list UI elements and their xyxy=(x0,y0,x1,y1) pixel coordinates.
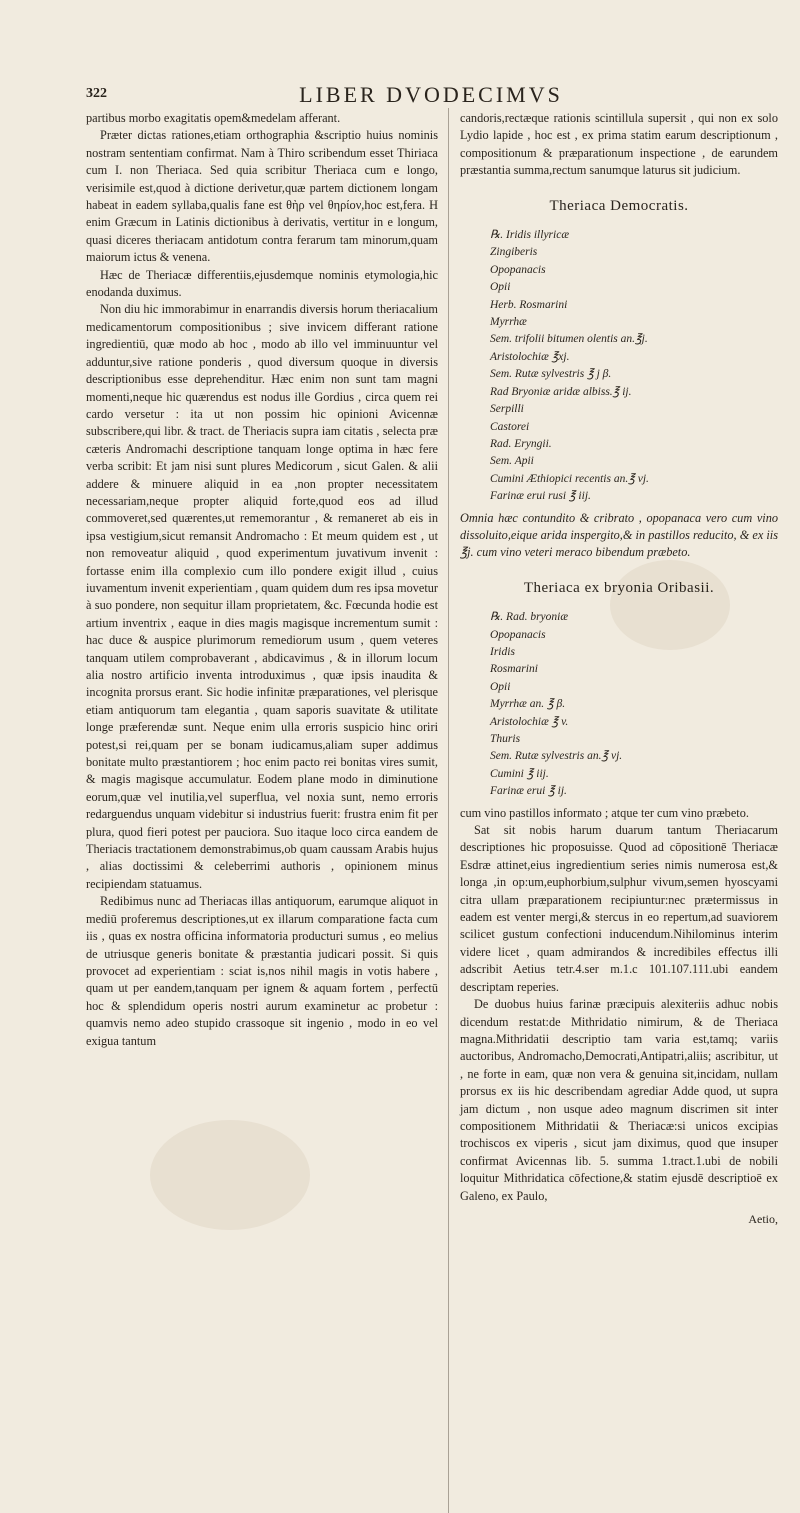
catchword: Aetio, xyxy=(748,1211,778,1226)
ingredient: Herb. Rosmarini xyxy=(490,298,568,311)
paragraph: Præter dictas rationes,etiam orthographia &scriptio huius nominis nostram sententiam confirmat. Nam à Thiro scribendum esset Thiriaca cum I. non Theriaca. Sed quia scribitur Theriaca cum e longo, verisimile est,quod à dictione derivetur,quæ partem dictionem longam habeat in eadem syllaba,qualis fane est θὴρ vel θηρίον,hoc est,fera. H enim Græcum in Latinis dictionibus à derivatis, vertitur in e longum, quasi diceres theriacam antidotum contra ferarum tam minorum,quam maiorum ictus & venena. xyxy=(86,128,438,265)
page-number: 322 xyxy=(86,86,107,101)
page-header xyxy=(86,82,776,108)
running-head: LIBER DVODECIMVS xyxy=(299,82,563,107)
paragraph: De duobus huius farinæ præcipuis alexiteriis adhuc nobis dicendum restat:de Mithridatio nimirum, & de Theriaca magna.Mithridatii descriptio tam varia est,tamq; variis auctoribus, Andromacho,Democrati,Antipatri,aliis; ascribitur, ut , ne forte in eam, quæ non vera & genuina sit,incidam, nullam prorsus ex iis hic describendam agrediar Adde quod, ut supra jam dictum , non usque adeo magnum discrimen sit inter compositionem Mithridatii & Theriacæ:si unicos excipias trochiscos ex viperis , sicut jam diximus, quod que insuper confirmat Avicennas lib. 5. summa 1.tract.1.ubi de nobili loquitur Mithridatica cōfectione,& statim ejusdē descriptioē ex Galeno, ex Paulo, xyxy=(460,997,778,1203)
paragraph: Redibimus nunc ad Theriacas illas antiquorum, earumque aliquot in mediū proferemus descriptiones,ut ex illarum comparatione facta cum iis , quas ex nostra officina informatoria producturi sumus , eo melius de utriusque generis bonitate & præstantia judicari possit. Si quis provocet ad experientiam : sciat is,nos nihil magis in votis habere , quam ut per eandem,tanquam per ignem & aquam fortem , perfectū hoc & splendidum operis nostri aurum examinetur ac probetur : quamvis nemo adeo stupido crassoque sit ingenio , modo in eo vel exigua tantum xyxy=(86,894,438,1048)
ingredient: Opopanacis xyxy=(490,628,546,641)
ingredient: Farinæ erui ℥ ij. xyxy=(490,785,567,798)
ingredient: ℞. Iridis illyricæ xyxy=(490,229,569,242)
ingredient: Iridis xyxy=(490,645,515,658)
paragraph: Sat sit nobis harum duarum tantum Theriacarum descriptiones hic proposuisse. Quod ad cōpositionē Theriacæ Esdræ attinet,eius ingredientium series nimis numerosa est,& longa ,in op:um,euphorbium,sulphur vivum,semen hyoscyami citra ullam præparationem recipiuntur:nec prætermissus in eadem est venter mergi,& stercus in eo repertum,ad suaviorem scilicet gustum confectioni inducendum.Nihilominus interim videre licet , quam admirandos & incredibiles effectus illi adscribit Aetius tetr.4.ser m.1.c 101.107.111.ubi eandem descriptam reperies. xyxy=(460,823,778,994)
ingredient: Rad Bryoniæ aridæ albiss.℥ ij. xyxy=(490,385,632,398)
ingredient: Sem. Rutæ sylvestris an.℥ vj. xyxy=(490,750,623,763)
ingredient: Rad. Eryngii. xyxy=(490,437,552,450)
paragraph: Hæc de Theriacæ differentiis,ejusdemque nominis etymologia,hic enodanda duximus. xyxy=(86,267,438,300)
ingredient: Zingiberis xyxy=(490,246,538,259)
paragraph: candoris,rectæque rationis scintillula supersit , qui non ex solo Lydio lapide , hoc est , ex prima statim earum descriptionum , compositionum & præparationum inspectione , de earundem præstantia summa,rectum sanumque laturus sit judicium. xyxy=(460,111,778,178)
ingredient: Myrrhæ an. ℥ β. xyxy=(490,698,566,711)
ingredient: Sem. Apii xyxy=(490,455,534,468)
ingredient: Castorei xyxy=(490,420,530,433)
recipe-instructions: cum vino pastillos informato ; atque ter cum vino præbeto. xyxy=(460,805,749,820)
recipe-title: Theriaca Democratis. xyxy=(549,197,689,214)
ingredient: Rosmarini xyxy=(490,663,538,676)
paragraph: Non diu hic immorabimur in enarrandis diversis horum theriacalium medicamentorum compositionibus ; sive invicem differant ratione ingredientiū, quæ modo ab hoc , modo ab illo vel imminuuntur vel adduntur,sive ratione ponderis , quod diversum quoque in diversis descriptionibus esse deprehenditur. Hæc enim non sunt tam magni momenti,neque hic quærendus est nodus ille Gordius , circa quem rei cardo versetur : ita ut non possim hic opinioni Avicennæ subscribere,qui libr. & tract. de Theriacis supra iam citatis , selecta præ cæteris Andromachi descriptione tanquam longe optima in hæc fere verba scribit: Et jam nisi sunt plures Medicorum , sicut Galen. & alii addere & minuere aliquid in ea ,non propter necessitatem necessariam,neque propter aliquid forte,quod eos ad illud commoveret,sed quærentes,ut rememorantur , & remaneret ab eis in ipsa vestigium,sicut remansit Andromacho : Et meum quidem est , ut non removeatur aliquid , quod experimentum juvativum invenit : fortasse enim illa complexio cum illo pondere exigit illud , cuius iuvamentum invenit experientiam , quam quidem dum res ipsa movetur à suo pondere, non sequitur illam proprietatem, &c. Fœcunda hodie est artium inventrix , eaque in dies magis magisque incrementum sumit : hac duce & auspice plurimorum remediorum usum , quem veteres tanquam utilem comprobaverant , abdicavimus , & in illorum locum alia nostro artificio inventa introduximus , quæ ipsis inaudita & incognita prorsus erant. Sic hodie infinitæ præparationes, vel plerisque etiam antiquorum tam elegantia , quam saporis suavitate & utilitate longe præferendæ sunt. Neque enim ulla erroris suspicio hinc oriri potest,si rei,quam per se bonam iudicamus,aliam super addimus bonitate multo præstantiorem ; hoc enim pacto rei bonitas vires sumit, & magis magisque accumulatur. Eodem plane modo in diminutione eorum,quæ vel inutilia,vel superflua, vel noxia sunt, nemo erroris redarguendus unquam videbitur si industrius fuerit: frustra enim fit per plura, quod fieri potest per pauciora. Suo itaque loco circa eandem de Theriacis tractationem demonstrabimus,ob quam caussam Arabis hujus , alias doctissimi & celeberrimi authoris , opinionem minus recipiendam statuamus. xyxy=(86,302,438,891)
paragraph: partibus morbo exagitatis opem&medelam afferant. xyxy=(86,111,341,125)
column-divider xyxy=(448,108,449,1513)
ingredient-list xyxy=(460,609,778,800)
ingredient: Sem. trifolii bitumen olentis an.℥j. xyxy=(490,333,648,346)
ingredient: Opii xyxy=(490,281,511,294)
ingredient: Myrrhæ xyxy=(490,316,527,329)
left-column xyxy=(86,110,438,1050)
ingredient: Cumini Æthiopici recentis an.℥ vj. xyxy=(490,472,649,485)
ingredient: Serpilli xyxy=(490,403,524,416)
ingredient-list xyxy=(460,227,778,506)
right-column xyxy=(460,110,778,1228)
ingredient: Sem. Rutæ sylvestris ℥ j β. xyxy=(490,368,612,381)
recipe-title: Theriaca ex bryonia Oribasii. xyxy=(523,579,715,596)
ingredient: ℞. Rad. bryoniæ xyxy=(490,611,569,624)
recipe-instructions: Omnia hæc contundito & cribrato , opopanaca vero cum vino dissoluito,eique arida inspergito,& in pastillos reducito, & ex iis ℥j. cum vino veteri meraco bibendum præbeto. xyxy=(460,510,778,560)
ingredient: Opopanacis xyxy=(490,263,546,276)
ingredient: Aristolochiæ ℥ v. xyxy=(490,715,569,728)
ingredient: Opii xyxy=(490,680,511,693)
ingredient: Cumini ℥ iij. xyxy=(490,767,549,780)
ingredient: Thuris xyxy=(490,733,521,745)
paper-stain xyxy=(150,1120,310,1230)
ingredient: Aristolochiæ ℥xj. xyxy=(490,350,570,363)
ingredient: Farinæ erui rusi ℥ iij. xyxy=(490,490,591,503)
